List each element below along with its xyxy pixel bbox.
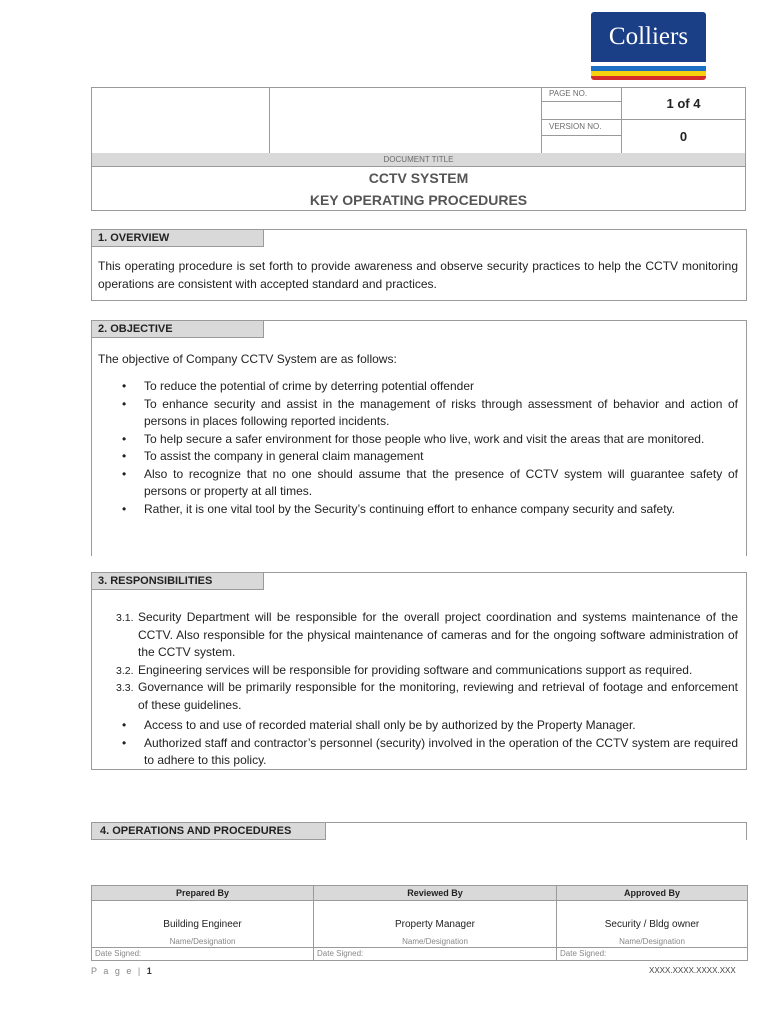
divider: [541, 135, 621, 136]
divider: [269, 88, 270, 153]
responsibilities-numbered-list: [98, 609, 738, 714]
list-item: [98, 679, 738, 714]
item-number: 3.3.: [116, 682, 134, 694]
list-item: • To reduce the potential of crime by deterring potential offender: [98, 378, 738, 396]
item-text: Governance will be primarily responsible for the monitoring, reviewing and retrieval of footage and enforcement of these guidelines.: [138, 680, 738, 712]
document-code: XXXX.XXXX.XXXX.XXX: [649, 966, 736, 975]
page-word: P a g e |: [91, 966, 143, 976]
list-item: • To assist the company in general claim management: [98, 448, 738, 466]
prepared-by-sub: Name/Designation: [169, 937, 236, 946]
prepared-by-role: Building Engineer: [163, 919, 242, 930]
reviewed-by-role: Property Manager: [394, 919, 476, 930]
operations-section: [91, 822, 747, 840]
signature-table: [91, 885, 748, 961]
overview-text: This operating procedure is set forth to provide awareness and observe security practices to help the CCTV monitoring operations are consistent with accepted standard and practices.: [98, 259, 738, 291]
logo-text: Colliers: [591, 12, 706, 62]
divider: [541, 119, 745, 120]
operations-heading: 4. OPERATIONS AND PROCEDURES: [92, 823, 326, 840]
objective-list: [98, 378, 738, 518]
divider: [92, 166, 745, 167]
document-header-table: [91, 87, 746, 211]
divider: [541, 88, 542, 153]
page-footer: [91, 966, 152, 976]
approved-by-role: Security / Bldg owner: [604, 919, 700, 930]
list-item: • To enhance security and assist in the management of risks through assessment of behavior and action of persons in places following reported incidents.: [98, 396, 738, 431]
version-no-label: VERSION NO.: [549, 122, 602, 131]
item-number: 3.2.: [116, 664, 134, 677]
page-no-value: 1 of 4: [666, 96, 701, 111]
overview-section: [91, 229, 747, 301]
responsibilities-section: [91, 572, 747, 770]
list-item: • Rather, it is one vital tool by the Security’s continuing effort to enhance company security and safety.: [98, 501, 738, 519]
prepared-by-heading: Prepared By: [92, 886, 313, 900]
approved-by-heading: Approved By: [557, 886, 747, 900]
approved-by-date: Date Signed:: [560, 949, 607, 958]
reviewed-by-sub: Name/Designation: [402, 937, 468, 946]
prepared-by-date: Date Signed:: [95, 949, 142, 958]
approved-by-sub: Name/Designation: [619, 937, 685, 946]
version-no-value: 0: [679, 129, 688, 144]
page-no-label: PAGE NO.: [549, 89, 588, 98]
item-text: Engineering services will be responsible for providing software and communications support as required.: [138, 662, 693, 677]
divider: [92, 947, 747, 948]
item-text: Security Department will be responsible for the overall project coordination and systems maintenance of the CCTV. Also responsible for the physical maintenance of cameras and for the ongoing software administration of the CCTV system.: [138, 610, 738, 659]
objective-heading: 2. OBJECTIVE: [92, 321, 264, 338]
list-item: • Also to recognize that no one should assume that the presence of CCTV system will guarantee safety of persons or property at all times.: [98, 466, 738, 501]
divider: [541, 101, 621, 102]
responsibilities-bullet-list: [98, 717, 738, 770]
list-item: [98, 662, 738, 680]
list-item: • To help secure a safer environment for those people who live, work and visit the areas that are monitored.: [98, 431, 738, 449]
overview-heading: 1. OVERVIEW: [92, 230, 264, 247]
list-item: • Authorized staff and contractor’s personnel (security) involved in the operation of the CCTV system are required to adhere to this policy.: [98, 735, 738, 770]
divider: [92, 900, 747, 901]
objective-section: [91, 320, 747, 556]
document-title-line-2: KEY OPERATING PROCEDURES: [309, 192, 528, 208]
item-number: 3.1.: [116, 612, 134, 624]
list-item: • Access to and use of recorded material shall only be by authorized by the Property Manager.: [98, 717, 738, 735]
colliers-logo: [591, 12, 706, 79]
reviewed-by-heading: Reviewed By: [314, 886, 556, 900]
list-item: [98, 609, 738, 662]
responsibilities-heading: 3. RESPONSIBILITIES: [92, 573, 264, 590]
logo-stripe-red: [591, 76, 706, 80]
reviewed-by-date: Date Signed:: [317, 949, 364, 958]
objective-intro: The objective of Company CCTV System are as follows:: [98, 352, 397, 366]
document-title-line-1: CCTV SYSTEM: [368, 170, 469, 186]
page-number: 1: [146, 966, 152, 976]
document-title-label: DOCUMENT TITLE: [92, 153, 745, 166]
